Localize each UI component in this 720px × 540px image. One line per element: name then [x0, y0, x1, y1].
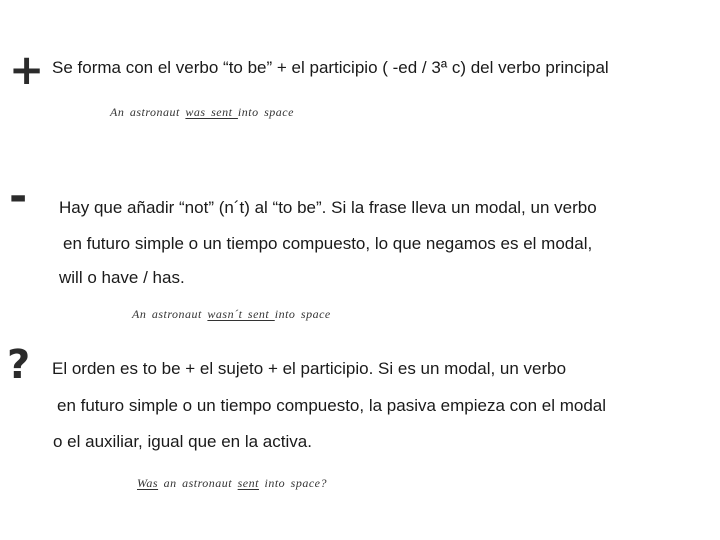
- affirmative-rule-line-1: Se forma con el verbo “to be” + el participio ( -ed / 3ª c) del verbo principal: [52, 58, 609, 77]
- negative-rule-line-1: Hay que añadir “not” (n´t) al “to be”. Si la frase lleva un modal, un verbo: [59, 198, 597, 217]
- example-rest: into space: [274, 307, 331, 321]
- example-verb: wasn´t sent: [207, 307, 275, 321]
- interrogative-rule-line-1: El orden es to be + el sujeto + el participio. Si es un modal, un verbo: [52, 359, 567, 378]
- interrogative-example: [137, 476, 327, 491]
- interrogative-rule-line-2: en futuro simple o un tiempo compuesto, la pasiva empieza con el modal: [57, 396, 607, 415]
- affirmative-example: [110, 105, 294, 120]
- minus-symbol: -: [9, 171, 28, 222]
- interrogative-rule-line-3: o el auxiliar, igual que en la activa.: [53, 432, 312, 451]
- example-rest: into space: [237, 105, 294, 119]
- example-subject: An astronaut: [110, 105, 186, 119]
- example-subject: An astronaut: [132, 307, 208, 321]
- negative-rule-line-3: will o have / has.: [59, 268, 185, 287]
- example-rest: into space?: [258, 476, 327, 490]
- example-verb: sent: [237, 476, 259, 490]
- plus-symbol: +: [9, 45, 45, 94]
- negative-example: [132, 307, 331, 322]
- example-subject: an astronaut: [158, 476, 238, 490]
- negative-rule-line-2: en futuro simple o un tiempo compuesto, lo que negamos es el modal,: [63, 234, 593, 253]
- example-verb: was sent: [185, 105, 238, 119]
- example-auxiliary: Was: [137, 476, 159, 490]
- question-symbol: ?: [7, 342, 31, 388]
